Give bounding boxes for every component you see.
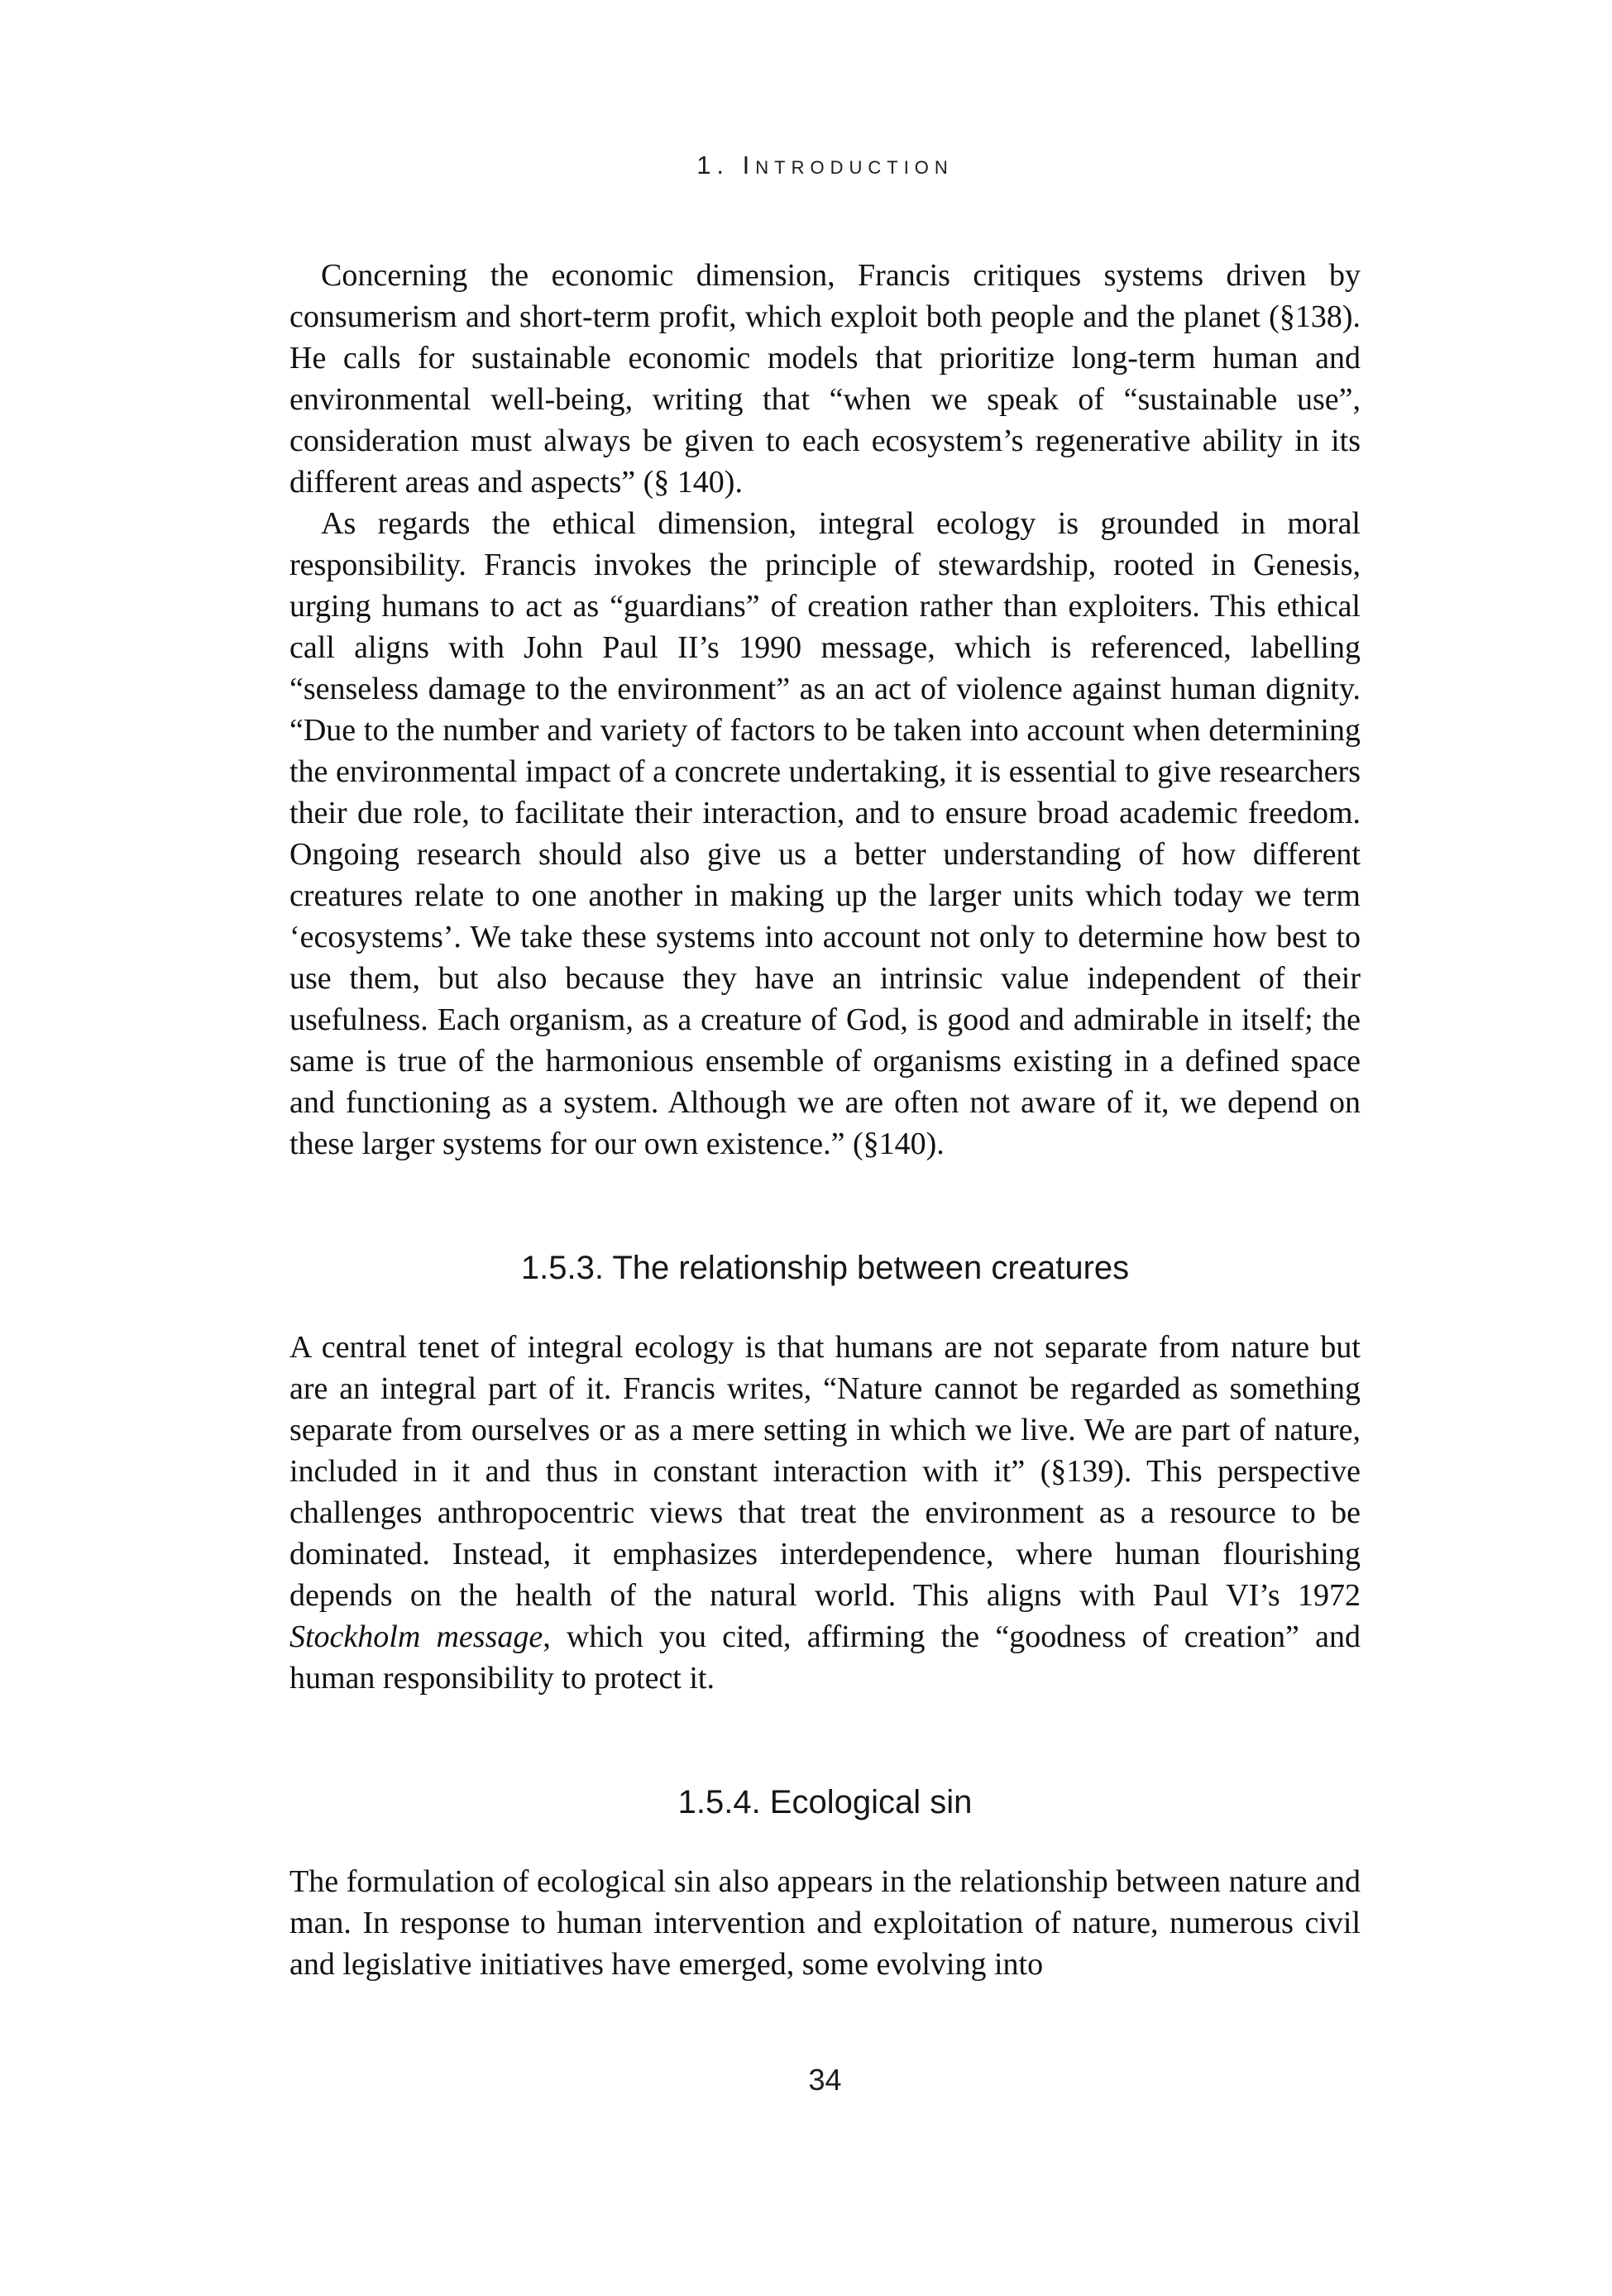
paragraph: [289, 1327, 1361, 1699]
page-body: [289, 255, 1361, 1985]
italic-text-run: Stockholm message: [289, 1619, 543, 1654]
text-run: As regards the ethical dimension, integral ecology is grounded in moral responsibility. Francis invokes the principle of stewardship, rooted in Genesis, urging humans to act as “guardians” of creation rather than exploiters. This ethical call aligns with John Paul II’s 1990 message, which is referenced, labelling “senseless damage to the environment” as an act of violence against human dignity. “Due to the number and variety of factors to be taken into account when determining the environmental impact of a concrete undertaking, it is essential to give researchers their due role, to facilitate their interaction, and to ensure broad academic freedom. Ongoing research should also give us a better understanding of how different creatures relate to one another in making up the larger units which today we term ‘ecosystems’. We take these systems into account not only to determine how best to use them, but also because they have an intrinsic value independent of their usefulness. Each organism, as a creature of God, is good and admirable in itself; the same is true of the harmonious ensemble of organisms existing in a defined space and functioning as a system. Although we are often not aware of it, we depend on these larger systems for our own existence.” (§140).: [289, 506, 1361, 1161]
running-header: 1. Introduction: [696, 151, 954, 179]
page-number: 34: [808, 2063, 842, 2097]
text-run: A central tenet of integral ecology is that humans are not separate from nature but are an integral part of it. Francis writes, “Nature cannot be regarded as something separate from ourselves or as a mere setting in which we live. We are part of nature, included in it and thus in constant interaction with it” (§139). This perspective challenges anthropocentric views that treat the environment as a resource to be dominated. Instead, it emphasizes interdependence, where human flourishing depends on the health of the natural world. This aligns with Paul VI’s 1972: [289, 1330, 1361, 1613]
text-run: Concerning the economic dimension, Francis critiques systems driven by consumerism and short-term profit, which exploit both people and the planet (§138). He calls for sustainable economic models that prioritize long-term human and environmental well-being, writing that “when we speak of “sustainable use”, consideration must always be given to each ecosystem’s regenerative ability in its different areas and aspects” (§ 140).: [289, 258, 1361, 500]
text-run: The formulation of ecological sin also appears in the relationship between nature and man. In response to human intervention and exploitation of nature, numerous civil and legislative initiatives have emerged, some evolving into: [289, 1864, 1361, 1982]
paragraph: [289, 1861, 1361, 1985]
paragraph: [289, 255, 1361, 503]
section-heading: 1.5.3. The relationship between creatures: [520, 1250, 1130, 1286]
section-heading: 1.5.4. Ecological sin: [677, 1784, 973, 1820]
text-run: , which you cited, affirming the “goodness of creation” and human responsibility to protect it.: [289, 1619, 1361, 1696]
paragraph: [289, 503, 1361, 1165]
